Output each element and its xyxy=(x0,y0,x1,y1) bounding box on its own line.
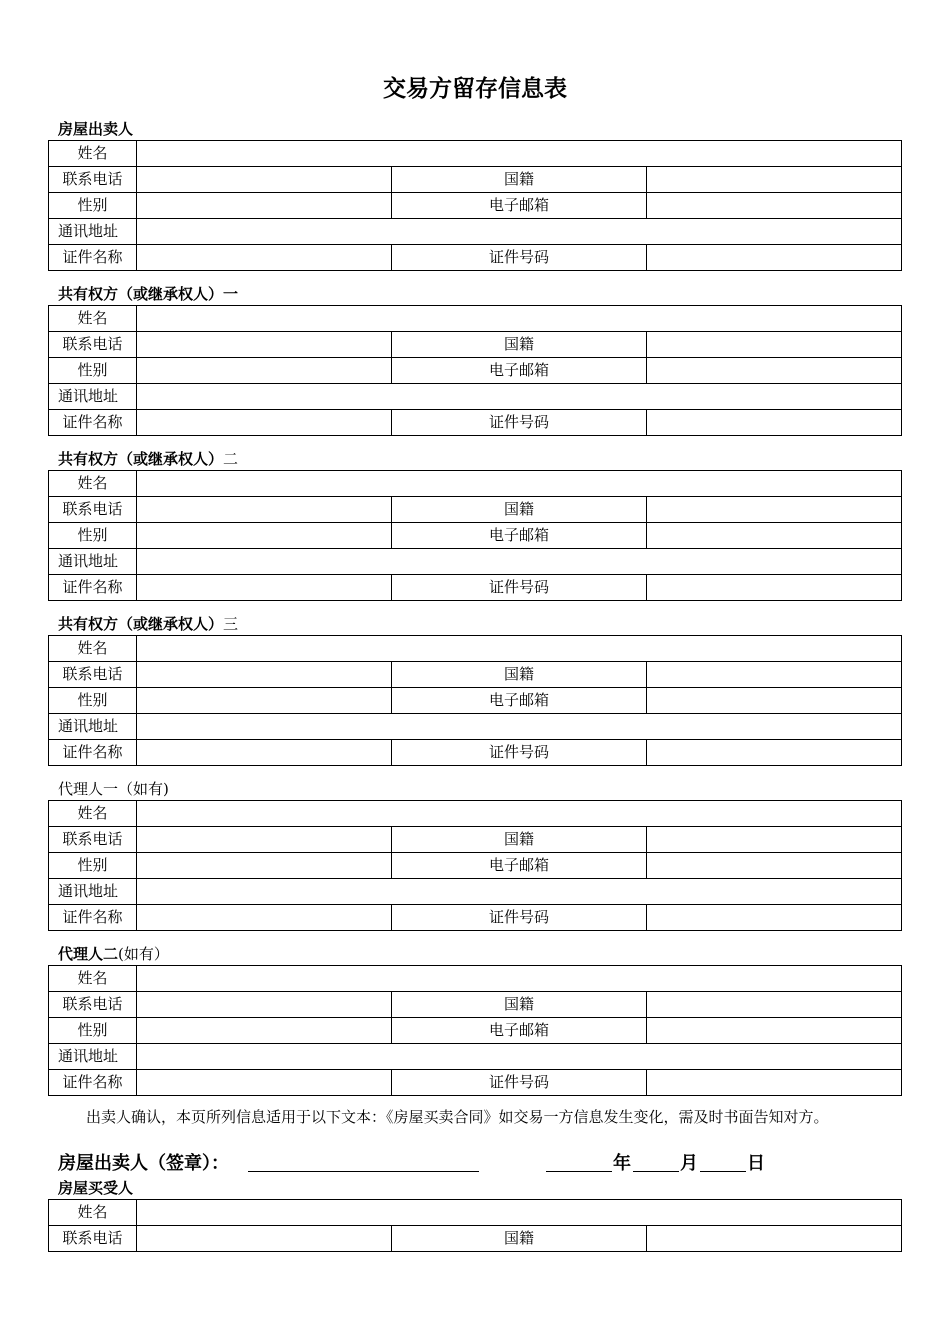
nationality-field[interactable] xyxy=(647,497,902,523)
co-owner-2-info-table xyxy=(48,470,902,601)
section-label-bold: 共有权方（或继承权人）一 xyxy=(58,285,239,303)
name-label: 姓名 xyxy=(49,141,137,167)
address-label: 通讯地址 xyxy=(49,549,137,575)
name-label: 姓名 xyxy=(49,636,137,662)
nationality-label: 国籍 xyxy=(392,662,647,688)
seller-info-table xyxy=(48,140,902,271)
gender-label: 性别 xyxy=(49,523,137,549)
section-label-seller xyxy=(58,119,133,139)
nationality-field[interactable] xyxy=(647,992,902,1018)
id-type-field[interactable] xyxy=(137,740,392,766)
nationality-label: 国籍 xyxy=(392,1226,647,1252)
address-field[interactable] xyxy=(137,879,902,905)
email-label: 电子邮箱 xyxy=(392,1018,647,1044)
nationality-label: 国籍 xyxy=(392,992,647,1018)
signature-day-line[interactable] xyxy=(700,1149,746,1172)
email-field[interactable] xyxy=(647,1018,902,1044)
nationality-label: 国籍 xyxy=(392,827,647,853)
address-label: 通讯地址 xyxy=(49,714,137,740)
name-label: 姓名 xyxy=(49,471,137,497)
phone-label: 联系电话 xyxy=(49,497,137,523)
name-field[interactable] xyxy=(137,471,902,497)
email-field[interactable] xyxy=(647,688,902,714)
section-label-buyer xyxy=(58,1178,133,1198)
section-label-plain: (如有） xyxy=(118,945,169,963)
section-label-agent-2 xyxy=(58,944,169,964)
phone-field[interactable] xyxy=(137,992,392,1018)
signature-month-label: 月 xyxy=(680,1153,698,1174)
address-label: 通讯地址 xyxy=(49,384,137,410)
id-number-label: 证件号码 xyxy=(392,1070,647,1096)
gender-field[interactable] xyxy=(137,1018,392,1044)
name-label: 姓名 xyxy=(49,1200,137,1226)
seller-signature-label: 房屋出卖人（签章）： xyxy=(58,1153,229,1174)
section-label-agent-1 xyxy=(58,779,169,799)
signature-day-label: 日 xyxy=(747,1153,765,1174)
page-title: 交易方留存信息表 xyxy=(383,76,567,102)
nationality-label: 国籍 xyxy=(392,167,647,193)
address-field[interactable] xyxy=(137,1044,902,1070)
gender-field[interactable] xyxy=(137,358,392,384)
id-number-field[interactable] xyxy=(647,740,902,766)
id-type-label: 证件名称 xyxy=(49,740,137,766)
signature-year-label: 年 xyxy=(613,1153,631,1174)
name-label: 姓名 xyxy=(49,966,137,992)
name-field[interactable] xyxy=(137,636,902,662)
id-type-label: 证件名称 xyxy=(49,575,137,601)
id-number-label: 证件号码 xyxy=(392,575,647,601)
id-number-label: 证件号码 xyxy=(392,410,647,436)
gender-field[interactable] xyxy=(137,193,392,219)
agent-2-info-table xyxy=(48,965,902,1096)
phone-label: 联系电话 xyxy=(49,662,137,688)
co-owner-1-info-table xyxy=(48,305,902,436)
phone-label: 联系电话 xyxy=(49,992,137,1018)
gender-field[interactable] xyxy=(137,688,392,714)
nationality-field[interactable] xyxy=(647,167,902,193)
section-label-co-owner-3 xyxy=(58,614,238,634)
phone-label: 联系电话 xyxy=(49,827,137,853)
address-field[interactable] xyxy=(137,219,902,245)
address-label: 通讯地址 xyxy=(49,219,137,245)
email-field[interactable] xyxy=(647,193,902,219)
name-label: 姓名 xyxy=(49,801,137,827)
confirmation-note: 出卖人确认，本页所列信息适用于以下文本：《房屋买卖合同》如交易一方信息发生变化，需及时书面告知对方。 xyxy=(86,1108,829,1126)
section-label-co-owner-1 xyxy=(58,284,238,304)
nationality-field[interactable] xyxy=(647,1226,902,1252)
id-type-label: 证件名称 xyxy=(49,245,137,271)
address-field[interactable] xyxy=(137,549,902,575)
gender-field[interactable] xyxy=(137,523,392,549)
address-field[interactable] xyxy=(137,384,902,410)
name-field[interactable] xyxy=(137,306,902,332)
nationality-label: 国籍 xyxy=(392,332,647,358)
phone-label: 联系电话 xyxy=(49,167,137,193)
phone-field[interactable] xyxy=(137,1226,392,1252)
gender-label: 性别 xyxy=(49,193,137,219)
id-number-field[interactable] xyxy=(647,1070,902,1096)
gender-label: 性别 xyxy=(49,358,137,384)
section-label-plain: 三 xyxy=(223,615,239,633)
seller-signature-line[interactable] xyxy=(248,1149,479,1172)
id-type-field[interactable] xyxy=(137,575,392,601)
gender-label: 性别 xyxy=(49,1018,137,1044)
section-label-bold: 房屋买受人 xyxy=(58,1179,134,1197)
section-label-bold: 房屋出卖人 xyxy=(58,120,134,138)
signature-year-line[interactable] xyxy=(546,1149,612,1172)
id-type-field[interactable] xyxy=(137,905,392,931)
phone-field[interactable] xyxy=(137,332,392,358)
name-label: 姓名 xyxy=(49,306,137,332)
id-number-field[interactable] xyxy=(647,575,902,601)
email-field[interactable] xyxy=(647,853,902,879)
id-type-field[interactable] xyxy=(137,410,392,436)
co-owner-3-info-table xyxy=(48,635,902,766)
id-number-field[interactable] xyxy=(647,245,902,271)
id-number-field[interactable] xyxy=(647,905,902,931)
phone-field[interactable] xyxy=(137,827,392,853)
id-number-field[interactable] xyxy=(647,410,902,436)
section-label-bold: 共有权方（或继承权人） xyxy=(58,450,224,468)
address-field[interactable] xyxy=(137,714,902,740)
seller-signature-row xyxy=(58,1149,878,1175)
email-label: 电子邮箱 xyxy=(392,688,647,714)
id-type-label: 证件名称 xyxy=(49,1070,137,1096)
signature-month-line[interactable] xyxy=(633,1149,679,1172)
name-field[interactable] xyxy=(137,966,902,992)
email-label: 电子邮箱 xyxy=(392,853,647,879)
section-label-plain: 二 xyxy=(223,450,239,468)
address-label: 通讯地址 xyxy=(49,879,137,905)
phone-field[interactable] xyxy=(137,662,392,688)
agent-1-info-table xyxy=(48,800,902,931)
email-field[interactable] xyxy=(647,523,902,549)
email-label: 电子邮箱 xyxy=(392,193,647,219)
id-number-label: 证件号码 xyxy=(392,740,647,766)
name-field[interactable] xyxy=(137,801,902,827)
nationality-label: 国籍 xyxy=(392,497,647,523)
nationality-field[interactable] xyxy=(647,827,902,853)
id-type-field[interactable] xyxy=(137,245,392,271)
email-label: 电子邮箱 xyxy=(392,523,647,549)
gender-label: 性别 xyxy=(49,853,137,879)
buyer-info-table xyxy=(48,1199,902,1252)
phone-field[interactable] xyxy=(137,167,392,193)
phone-label: 联系电话 xyxy=(49,332,137,358)
phone-field[interactable] xyxy=(137,497,392,523)
email-label: 电子邮箱 xyxy=(392,358,647,384)
section-label-bold: 代理人二 xyxy=(58,945,119,963)
address-label: 通讯地址 xyxy=(49,1044,137,1070)
section-label-co-owner-2 xyxy=(58,449,238,469)
nationality-field[interactable] xyxy=(647,662,902,688)
nationality-field[interactable] xyxy=(647,332,902,358)
name-field[interactable] xyxy=(137,1200,902,1226)
email-field[interactable] xyxy=(647,358,902,384)
section-label-bold: 共有权方（或继承权人） xyxy=(58,615,224,633)
gender-field[interactable] xyxy=(137,853,392,879)
id-type-label: 证件名称 xyxy=(49,410,137,436)
id-number-label: 证件号码 xyxy=(392,245,647,271)
phone-label: 联系电话 xyxy=(49,1226,137,1252)
name-field[interactable] xyxy=(137,141,902,167)
gender-label: 性别 xyxy=(49,688,137,714)
id-type-field[interactable] xyxy=(137,1070,392,1096)
section-label-plain: 代理人一（如有) xyxy=(58,780,169,798)
id-number-label: 证件号码 xyxy=(392,905,647,931)
id-type-label: 证件名称 xyxy=(49,905,137,931)
